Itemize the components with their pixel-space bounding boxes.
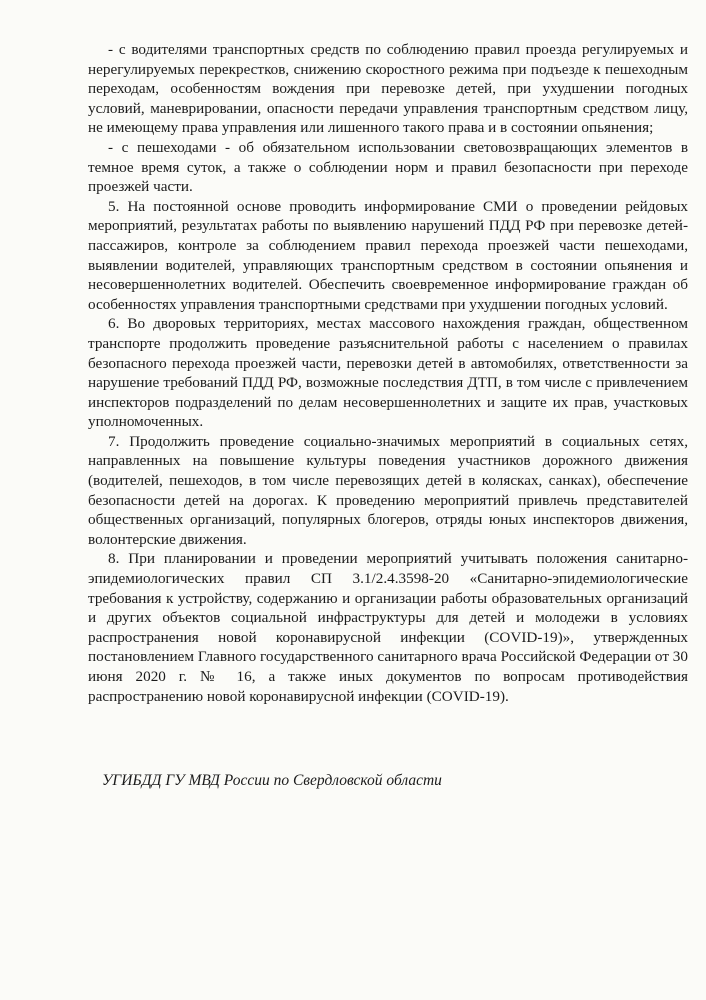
paragraph-item-5: 5. На постоянной основе проводить информирование СМИ о проведении рейдовых мероприятий, результатах работы по выявлению нарушений ПДД РФ при перевозке детей-пассажиров, контроле за соблюдением правил перехода проезжей части пешеходами, выявлении водителей, управляющих транспортным средством в состоянии опьянения и несовершеннолетних водителей. Обеспечить своевременное информирование граждан об особенностях управления транспортными средствами при ухудшении погодных условий. xyxy=(88,197,688,313)
paragraph-item-6: 6. Во дворовых территориях, местах массового нахождения граждан, общественном транспорте продолжить проведение разъяснительной работы с населением о правилах безопасного перехода проезжей части, перевозки детей в автомобилях, ответственности за нарушение требований ПДД РФ, возможные последствия ДТП, в том числе с привлечением инспекторов подразделений по делам несовершеннолетних и защите их прав, участковых уполномоченных. xyxy=(88,315,688,431)
paragraph-drivers: - с водителями транспортных средств по соблюдению правил проезда регулируемых и нерегулируемых перекрестков, снижению скоростного режима при подъезде к пешеходным переходам, особенностям вождения при перевозке детей, при ухудшении погодных условий, маневрировании, опасности передачи управления транспортным средством лицу, не имеющему права управления или лишенного такого права и в состоянии опьянения; xyxy=(88,41,688,137)
paragraph-item-7: 7. Продолжить проведение социально-значимых мероприятий в социальных сетях, направленных на повышение культуры поведения участников дорожного движения (водителей, пешеходов, в том числе перевозящих детей в колясках, санках), обеспечение безопасности детей на дорогах. К проведению мероприятий привлечь представителей общественных организаций, популярных блогеров, отряды юных инспекторов движения, волонтерские движения. xyxy=(88,432,688,548)
paragraph-pedestrians: - с пешеходами - об обязательном использовании световозвращающих элементов в темное время суток, а также о соблюдении норм и правил безопасности при переходе проезжей части. xyxy=(88,138,688,196)
paragraph-item-8: 8. При планировании и проведении мероприятий учитывать положения санитарно-эпидемиологических правил СП 3.1/2.4.3598-20 «Санитарно-эпидемиологические требования к устройству, содержанию и организации работы образовательных организаций и других объектов социальной инфраструктуры для детей и молодежи в условиях распространения новой коронавирусной инфекции (COVID-19)», утвержденных постановлением Главного государственного санитарного врача Российской Федерации от 30 июня 2020 г. № 16, а также иных документов по вопросам противодействия распространению новой коронавирусной инфекции (COVID-19). xyxy=(88,550,688,705)
signature-organization: УГИБДД ГУ МВД России по Свердловской области xyxy=(102,772,442,789)
document-body xyxy=(88,40,688,706)
